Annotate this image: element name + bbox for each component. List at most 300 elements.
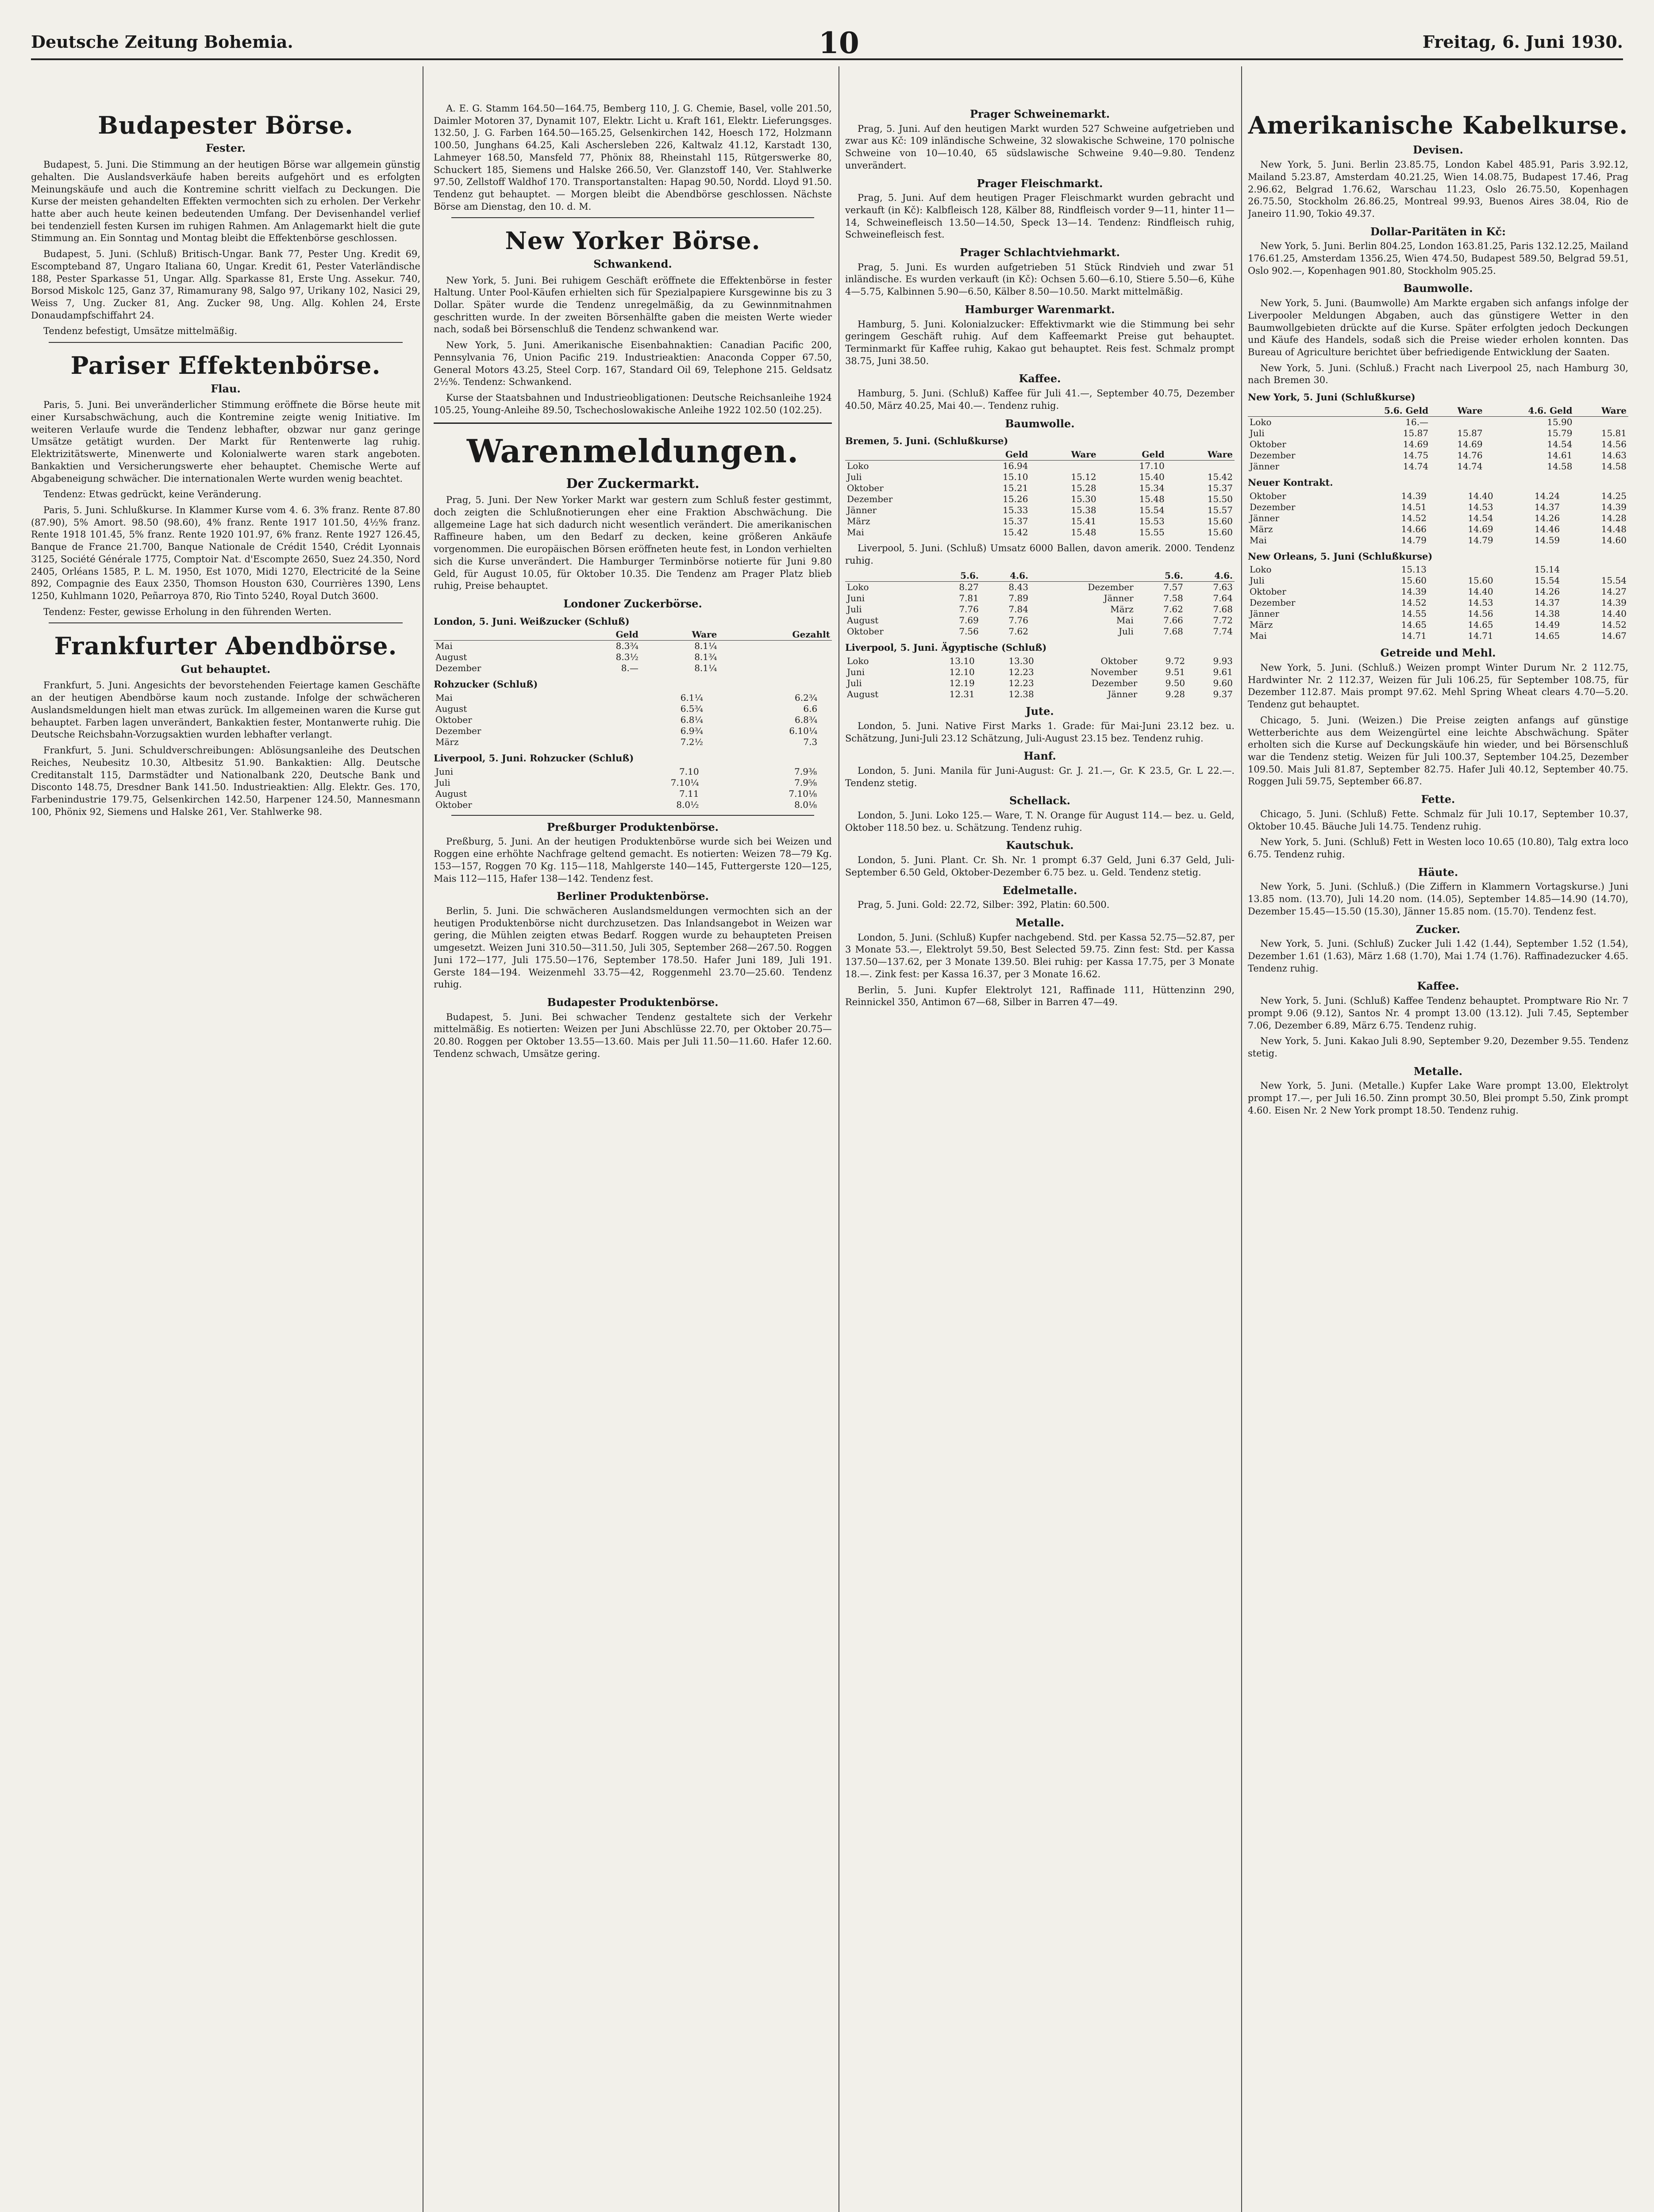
table-cell (819, 766, 832, 777)
table-cell: August (435, 652, 467, 663)
table-header-cell: Ware (1030, 449, 1098, 461)
table-cell: 7.63 (1213, 582, 1233, 593)
table-cell: Mai (1250, 534, 1267, 545)
table-cell: Jänner (1250, 461, 1280, 472)
subsection-title: Dollar-Paritäten in Kč: (1370, 225, 1506, 238)
table-cell: 15.14 (1535, 564, 1560, 575)
table-header-cell: Ware (1166, 449, 1235, 461)
table-cell: 7.72 (1213, 615, 1233, 626)
article-paragraph: London, 5. Juni. Plant. Cr. Sh. Nr. 1 prompt 6.37 Geld, Juni 6.37 Geld, Juli-September 6.50 Geld, Oktober-Dezember 6.75 bez. u. Geld. Tendenz stetig. (845, 855, 1235, 878)
table-cell: Dezember (1091, 678, 1138, 689)
table-cell: März (847, 515, 870, 526)
table-cell: 14.69 (1457, 438, 1483, 449)
table-cell: 8.— (621, 663, 639, 674)
table-header-cell: Ware (1574, 405, 1628, 417)
table-row (845, 656, 1235, 667)
table-cell: August (435, 703, 467, 714)
table-cell: Dezember (1250, 597, 1296, 608)
table-cell: Loko (847, 656, 869, 667)
table-cell: 15.60 (1401, 575, 1427, 586)
section-title: Budapester Börse. (98, 111, 354, 139)
table-cell: 14.40 (1601, 608, 1627, 619)
table-cell: 9.61 (1213, 667, 1233, 678)
table-cell: 15.28 (1071, 482, 1096, 493)
subsection-title: Preßburger Produktenbörse. (546, 820, 719, 833)
table-cell: Jänner (1104, 593, 1134, 604)
column-1 (31, 103, 420, 2212)
table-cell: Jänner (1108, 689, 1138, 700)
table-cell: 6.8¾ (795, 714, 818, 726)
table-cell: 14.76 (1457, 449, 1483, 461)
table-row (434, 788, 832, 799)
table-cell: 15.60 (1468, 575, 1493, 586)
newspaper-name: Deutsche Zeitung Bohemia. (31, 32, 293, 52)
table-cell: 15.79 (1547, 427, 1573, 438)
table-cell: 14.53 (1468, 597, 1493, 608)
table-row (434, 663, 832, 674)
article-paragraph: London, 5. Juni. Manila für Juni-August: Gr. J. 21.—, Gr. K 23.5, Gr. L 22.—. Tendenz stetig. (845, 765, 1235, 788)
table-cell: 14.25 (1601, 490, 1627, 501)
table-header-cell (1248, 405, 1340, 417)
table-cell: 14.40 (1468, 586, 1493, 597)
table-cell: 14.56 (1468, 608, 1493, 619)
table-header-row (845, 449, 1235, 461)
table-cell: 7.89 (1008, 593, 1028, 604)
table-row (845, 615, 1235, 626)
table-cell: 8.1¼ (694, 641, 717, 652)
section-title: Frankfurter Abendbörse. (54, 632, 397, 661)
table-cell (819, 777, 832, 788)
table-cell: 14.54 (1547, 438, 1573, 449)
table-cell (819, 799, 832, 810)
table-cell: Juli (847, 678, 862, 689)
section-title: Pariser Effektenbörse. (70, 351, 381, 380)
table-header-cell: 5.6. (1135, 570, 1185, 582)
table-cell: 9.93 (1213, 656, 1233, 667)
table-cell: 12.23 (1008, 678, 1034, 689)
column-2 (434, 103, 832, 2212)
table-cell: 7.11 (679, 788, 699, 799)
table-cell: August (847, 615, 879, 626)
table-body (845, 582, 1235, 637)
table-cell: 8.0⅛ (794, 799, 817, 810)
table-cell: 7.81 (959, 593, 979, 604)
table-cell: 7.74 (1213, 626, 1233, 637)
table-cell: 14.48 (1601, 523, 1627, 534)
table-row (1248, 575, 1628, 586)
table-header-cell: Geld (1098, 449, 1166, 461)
table-cell: 14.66 (1401, 523, 1427, 534)
table-cell: 14.58 (1601, 461, 1627, 472)
table-row (845, 516, 1235, 527)
table-cell: März (1250, 619, 1273, 630)
table-cell: August (847, 689, 879, 700)
table-cell: 8.3¾ (615, 641, 639, 652)
table-header-cell (434, 629, 569, 641)
table-cell: Juli (1119, 626, 1134, 637)
table-body (845, 656, 1235, 700)
article-paragraph: New York, 5. Juni. (Schluß.) Fracht nach Liverpool 25, nach Hamburg 30, nach Bremen 30. (1248, 362, 1628, 386)
table-row (434, 799, 832, 810)
table-row (845, 527, 1235, 538)
table-cell: 14.52 (1601, 619, 1627, 630)
table-cell (719, 641, 832, 652)
table-cell: 14.55 (1401, 608, 1427, 619)
article-paragraph: Berlin, 5. Juni. Kupfer Elektrolyt 121, Raffinade 111, Hüttenzinn 290, Reinnickel 350, Antimon 67—68, Silber in Barren 47—49. (845, 984, 1235, 1008)
table-cell: 6.9¾ (680, 726, 703, 737)
table-cell (1166, 460, 1235, 472)
table-body (434, 641, 832, 674)
table-cell (719, 652, 832, 663)
article-paragraph: Chicago, 5. Juni. (Weizen.) Die Preise zeigten anfangs auf günstige Wetterberichte aus dem Weizengürtel eine leichte Abschwächung. Später erholten sich die Kurse auf Deckungskäufe hin wieder, und bei Börsenschluß war die Tendenz stetig. Weizen für Juli 100.37, September 104.25, Dezember 109.50. Mais Juli 81.87, September 82.75. Hafer Juli 40.12, September 40.75. Roggen Juli 59.75, September 66.87. (1248, 714, 1628, 787)
table-cell: 7.10⅛ (789, 788, 817, 799)
table-cell: Mai (435, 641, 453, 652)
table-cell (1428, 564, 1495, 575)
table-cell: 14.52 (1401, 597, 1427, 608)
table-cell: 14.37 (1535, 597, 1560, 608)
section-title: Amerikanische Kabelkurse. (1248, 111, 1628, 139)
divider (49, 622, 403, 623)
table-cell: 7.58 (1163, 593, 1183, 604)
table-cell: Oktober (1250, 490, 1286, 501)
table-cell: 14.59 (1535, 534, 1560, 545)
article-paragraph: Liverpool, 5. Juni. (Schluß) Umsatz 6000 Ballen, davon amerik. 2000. Tendenz ruhig. (845, 542, 1235, 566)
table-cell: März (435, 737, 459, 748)
table-header-row (1248, 405, 1628, 417)
article-paragraph: Budapest, 5. Juni. Bei schwacher Tendenz gestaltete sich der Verkehr mittelmäßig. Es notierten: Weizen per Juni Abschlüsse 22.70, per Oktober 20.75—20.80. Roggen per Oktober 13.55—13.60. Mais per Juli 11.50—11.60. Hafer 12.60. Tendenz schwach, Umsätze gering. (434, 1011, 832, 1059)
table-row (845, 689, 1235, 700)
table-cell: Mai (1250, 630, 1267, 641)
section-title: Warenmeldungen. (466, 432, 799, 470)
table-cell: 14.65 (1535, 630, 1560, 641)
article-paragraph: Tendenz: Fester, gewisse Erholung in den führenden Werten. (43, 606, 332, 617)
table-cell: 14.58 (1547, 461, 1573, 472)
article-paragraph: London, 5. Juni. Native First Marks 1. Grade: für Mai-Juni 23.12 bez. u. Schätzung, Juni-Juli 23.12 Schätzung, Juli-August 23.15 bez. Tendenz ruhig. (845, 720, 1235, 744)
table-cell: 15.12 (1071, 471, 1096, 482)
table-cell: Mai (435, 692, 453, 703)
table-cell: 14.61 (1547, 449, 1573, 461)
table-cell: Jänner (1250, 608, 1280, 619)
table-caption: New Orleans, 5. Juni (Schlußkurse) (1248, 550, 1433, 562)
column-3 (845, 103, 1235, 2212)
article-paragraph: Prag, 5. Juni. Gold: 22.72, Silber: 392, Platin: 60.500. (858, 899, 1110, 910)
table-cell: Jänner (847, 504, 877, 515)
table-body (1248, 564, 1628, 641)
divider (49, 342, 403, 343)
table-cell (819, 726, 832, 737)
table-cell: 12.31 (949, 689, 975, 700)
table-header-cell: Gezahlt (719, 629, 832, 641)
article-paragraph: Frankfurt, 5. Juni. Schuldverschreibungen: Ablösungsanleihe des Deutschen Reiches, Neubesitz 10.30, Altbesitz 51.90. Bankaktien: Allg. Deutsche Creditanstalt 115, Darmstädter und Nationalbank 220, Deutsche Bank und Disconto 148.75, Dresdner Bank 141.50. Industrieaktien: Allg. Elektr. Ges. 170, Farbenindustrie 179.75, Gelsenkirchen 142.50, Harpener 124.50, Mannesmann 100, Phönix 92, Siemens und Halske 261, Ver. Stahlwerke 98. (31, 745, 420, 817)
table-cell: 7.68 (1163, 626, 1183, 637)
table-caption: Neuer Kontrakt. (1248, 476, 1333, 488)
table-row (845, 626, 1235, 637)
table-cell: 14.56 (1601, 438, 1627, 449)
table-cell: 15.54 (1139, 504, 1165, 515)
table-cell: 9.72 (1165, 656, 1185, 667)
divider (451, 217, 814, 218)
subsection-title: Budapester Produktenbörse. (547, 996, 719, 1009)
table-row (845, 483, 1235, 494)
table-row (845, 593, 1235, 604)
table-cell: Juni (847, 593, 865, 604)
table-cell: 8.27 (959, 582, 979, 593)
article-paragraph: Tendenz befestigt, Umsätze mittelmäßig. (43, 326, 238, 337)
table-body (434, 692, 832, 748)
table-row (845, 494, 1235, 505)
table-row (1248, 608, 1628, 619)
table-cell (1430, 416, 1485, 428)
table-row (845, 604, 1235, 615)
table-cell: 14.60 (1601, 534, 1627, 545)
subsection-title: Schellack. (1009, 794, 1071, 807)
table-cell: 14.27 (1601, 586, 1627, 597)
article-paragraph: New York, 5. Juni. (Baumwolle) Am Markte ergaben sich anfangs infolge der Liverpooler Meldungen Abgaben, auch das günstigere Wetter in den Baumwollgebieten drückte auf die Kurse. Später erfolgten jedoch Deckungen und Käufe des Handels, sodaß sich die Preise wieder erholen konnten. Das Bureau of Agriculture berichtet über befriedigende Entwicklung der Saaten. (1248, 298, 1628, 358)
table-cell: 15.42 (1207, 471, 1233, 482)
article-paragraph: Hamburg, 5. Juni. (Schluß) Kaffee für Juli 41.—, September 40.75, Dezember 40.50, März 40.25, Mai 40.—. Tendenz ruhig. (845, 388, 1235, 411)
subsection-title: Londoner Zuckerbörse. (563, 597, 702, 610)
table-cell: 14.67 (1601, 630, 1627, 641)
article-paragraph: Budapest, 5. Juni. Die Stimmung an der heutigen Börse war allgemein günstig gehalten. Die Auslandsverkäufe haben bereits aufgehört und es erfolgten Meinungskäufe und auch die Kontremine schritt vielfach zu Deckungen. Die Kurse der meisten gehandelten Effekten vermochten sich zu erholen. Der Verkehr hatte aber auch heute keinen bedeutenden Umfang. Der Devisenhandel verlief bei tendenziell festen Kursen im ruhigen Rahmen. Am Anlagemarkt hielt die gute Stimmung an. Ein Sonntag und Montag bleibt die Effektenbörse geschlossen. (31, 159, 420, 244)
table-header-cell (845, 449, 962, 461)
subsection-title: Hanf. (1023, 749, 1056, 763)
table-cell (819, 714, 832, 726)
table-cell: 14.53 (1468, 501, 1493, 512)
table-cell: 6.1¼ (680, 692, 703, 703)
table-cell: Dezember (847, 493, 893, 504)
table-cell: 7.3 (803, 737, 818, 748)
table-cell: Juli (1250, 427, 1265, 438)
article-paragraph: Hamburg, 5. Juni. Kolonialzucker: Effektivmarkt wie die Stimmung bei sehr geringem Geschäft ruhig. Auf dem Kaffeemarkt Preise gut behauptet. Terminmarkt für Kaffee ruhig, Kakao gut behauptet. Reis fest. Schmalz prompt 38.75, Juni 38.50. (845, 319, 1235, 366)
table-row (434, 714, 832, 726)
table-row (434, 641, 832, 652)
table-header-cell (845, 570, 931, 582)
table-cell: Oktober (435, 799, 472, 810)
table-cell: 14.75 (1403, 449, 1429, 461)
table-row (1248, 619, 1628, 630)
table-cell: 7.64 (1213, 593, 1233, 604)
table-cell: 15.57 (1207, 504, 1233, 515)
table-cell: 16.94 (1003, 460, 1028, 471)
table-caption: New York, 5. Juni (Schlußkurse) (1248, 392, 1416, 403)
article-paragraph: Preßburg, 5. Juni. An der heutigen Produktenbörse wurde sich bei Weizen und Roggen eine erhöhte Nachfrage geltend gemacht. Es notierten: Weizen 78—79 Kg. 153—157, Roggen 70 Kg. 115—118, Mahlgerste 140—145, Futtergerste 120—125, Mais 112—115, Hafer 138—142. Tendenz fest. (434, 836, 832, 884)
subsection-title: Prager Schlachtviehmarkt. (960, 246, 1120, 259)
table-row (434, 652, 832, 663)
subsection-title: Baumwolle. (1403, 282, 1473, 295)
new-orleans-table (1248, 564, 1628, 641)
table-body (845, 460, 1235, 538)
section-subtitle: Gut behauptet. (181, 662, 271, 676)
table-cell: 15.10 (1003, 471, 1028, 482)
table-cell: 15.41 (1071, 515, 1096, 526)
table-cell: 12.10 (949, 667, 975, 678)
subsection-title: Kaffee. (1417, 979, 1459, 993)
table-cell: 14.54 (1468, 512, 1493, 523)
table-cell: 8.43 (1008, 582, 1028, 593)
table-cell: Loko (1250, 564, 1272, 575)
table-row (1248, 564, 1628, 575)
subsection-title: Fette. (1421, 793, 1455, 806)
table-caption: Bremen, 5. Juni. (Schlußkurse) (845, 435, 1008, 447)
table-cell: 16.— (1405, 416, 1429, 427)
table-cell: Mai (1116, 615, 1134, 626)
table-cell: 15.48 (1071, 526, 1096, 538)
article-paragraph: Budapest, 5. Juni. (Schluß) Britisch-Ungar. Bank 77, Pester Ung. Kredit 69, Escompteband 87, Ungaro Italiana 60, Ungar. Kredit 61, Pester Vaterländische 188, Pester Sparkasse 51, Ungar. Allg. Sparkasse 81, Erste Ung. Assekur. 740, Borsod Miskolc 125, Ganz 37, Rimamurany 98, Salgo 97, Urikany 102, Nasici 29, Weiss 7, Ung. Zucker 81, Ang. Zucker 98, Ung. Allg. Kohlen 24, Erste Donaudampfschiffahrt 24. (31, 249, 420, 321)
table-row (845, 472, 1235, 483)
table-cell: 6.2¾ (795, 692, 818, 703)
table-row (1248, 416, 1628, 428)
table-cell: 14.52 (1401, 512, 1427, 523)
table-cell: 14.79 (1401, 534, 1427, 545)
table-cell: Oktober (847, 626, 884, 637)
table-row (1248, 513, 1628, 524)
table-cell: 14.69 (1403, 438, 1429, 449)
section-subtitle: Fester. (206, 142, 246, 155)
table-cell: Jänner (1250, 512, 1280, 523)
table-cell: 14.26 (1535, 512, 1560, 523)
table-cell: 15.38 (1071, 504, 1096, 515)
table-body (1248, 491, 1628, 546)
article-paragraph: New York, 5. Juni. Berlin 804.25, London 163.81.25, Paris 132.12.25, Mailand 176.61.25, Amsterdam 1356.25, Wien 474.50, Budapest 589.50, Belgrad 59.51, Oslo 902.—, Kopenhagen 901.80, Stockholm 905.25. (1248, 241, 1628, 276)
article-paragraph: New York, 5. Juni. Amerikanische Eisenbahnaktien: Canadian Pacific 200, Pennsylvania 76, Union Pacific 219. Industrieaktien: Anaconda Copper 67.50, General Motors 43.25, Steel Corp. 167, Standard Oil 69, Telephone 215. Geldsatz 2½%. Tendenz: Schwankend. (434, 340, 832, 388)
table-cell (819, 692, 832, 703)
table-cell: 7.68 (1213, 604, 1233, 615)
table-cell: Oktober (847, 482, 884, 493)
table-cell: 15.81 (1601, 427, 1627, 438)
table-cell: 15.40 (1139, 471, 1165, 482)
table-cell: 7.10¼ (670, 777, 699, 788)
article-paragraph: Prag, 5. Juni. Auf den heutigen Markt wurden 527 Schweine aufgetrieben und zwar aus Kč: 109 inländische Schweine, 32 slowakische Schweine, 170 polnische Schweine von 10—10.40, 65 südslawische Schweine 9.40—9.80. Tendenz unverändert. (845, 123, 1235, 171)
table-cell: Oktober (1100, 656, 1138, 667)
table-caption: Rohzucker (Schluß) (434, 679, 538, 690)
table-cell: 15.13 (1401, 564, 1427, 575)
table-cell: 14.71 (1401, 630, 1427, 641)
subsection-title: Häute. (1418, 865, 1458, 879)
table-cell: Juli (847, 471, 862, 482)
table-cell: 14.39 (1401, 490, 1427, 501)
table-row (1248, 535, 1628, 546)
table-cell: 7.84 (1008, 604, 1028, 615)
subsection-title: Devisen. (1413, 143, 1463, 157)
raw-sugar-table (434, 692, 832, 748)
article-paragraph: Frankfurt, 5. Juni. Angesichts der bevorstehenden Feiertage kamen Geschäfte an der heutigen Abendbörse kaum noch zustande. Infolge der schwächeren Auslandsmeldungen hielt man etwas zurück. Im allgemeinen waren die Kurse gut behauptet. Farben lagen unverändert, Bankaktien fester, Montanwerte ruhig. Die Deutsche Reichsbahn-Vorzugsaktien wurden lebhafter verlangt. (31, 680, 420, 740)
new-contract-table (1248, 491, 1628, 546)
article-paragraph: London, 5. Juni. (Schluß) Kupfer nachgebend. Std. per Kassa 52.75—52.87, per 3 Monate 53.—, Elektrolyt 59.50, Best Selected 59.75. Zinn fest: Std. per Kassa 137.50—137.62, per 3 Monate 139.50. Blei ruhig: per Kassa 17.75, per 3 Monate 18.—. Zink fest: per Kassa 16.37, per 3 Monate 16.62. (845, 932, 1235, 979)
article-paragraph: New York, 5. Juni. (Schluß.) Weizen prompt Winter Durum Nr. 2 112.75, Hardwinter Nr. 2 112.37, Weizen für Juli 106.25, für September 108.75, für Dezember 112.87. Mais prompt 97.62. Mehl Spring Wheat clears 4.70—5.20. Tendenz gut behauptet. (1248, 662, 1628, 710)
table-cell: Dezember (1250, 449, 1296, 461)
table-cell: 7.56 (959, 626, 979, 637)
table-cell: März (1110, 604, 1134, 615)
table-cell: 14.40 (1468, 490, 1493, 501)
table-cell (819, 703, 832, 714)
table-cell: 12.38 (1008, 689, 1034, 700)
table-header-row (845, 570, 1235, 582)
table-row (1248, 461, 1628, 472)
table-header-cell (1030, 570, 1135, 582)
table-cell: Juli (847, 604, 862, 615)
liverpool-cotton-table (845, 570, 1235, 637)
table-cell: Dezember (435, 663, 481, 674)
table-cell: 14.28 (1601, 512, 1627, 523)
section-subtitle: Flau. (211, 382, 241, 395)
table-cell: Loko (847, 460, 869, 471)
table-cell: 15.33 (1003, 504, 1028, 515)
article-paragraph: New York, 5. Juni. (Schluß) Fett in Westen loco 10.65 (10.80), Talg extra loco 6.75. Tendenz ruhig. (1248, 837, 1628, 860)
article-paragraph: New York, 5. Juni. (Schluß) Zucker Juli 1.42 (1.44), September 1.52 (1.54), Dezember 1.61 (1.63), März 1.68 (1.70), Mai 1.74 (1.76). Raffinadezucker 4.65. Tendenz ruhig. (1248, 938, 1628, 974)
table-row (434, 777, 832, 788)
article-paragraph: Paris, 5. Juni. Bei unveränderlicher Stimmung eröffnete die Börse heute mit einer Kursabschwächung, auch die Kontremine zeigte wenig Initiative. Im weiteren Verlaufe wurde die Tendenz lebhafter, obzwar nur ganz geringe Umsätze getätigt wurden. Der Markt für Rentenwerte lag ruhig. Elektrizitätswerte, Minenwerte und Kolonialwerte waren stark angeboten. Bankaktien und Versicherungswerte eher behauptet. Chemische Werte auf Abgabeneigung schwächer. Die internationalen Werte wurden wenig beachtet. (31, 399, 420, 484)
table-cell: 12.23 (1008, 667, 1034, 678)
table-cell: 15.87 (1457, 427, 1483, 438)
table-cell: 15.87 (1403, 427, 1429, 438)
table-cell: 15.48 (1139, 493, 1165, 504)
table-row (434, 766, 832, 777)
table-row (1248, 491, 1628, 502)
table-cell: 14.39 (1401, 586, 1427, 597)
table-cell: Mai (847, 526, 864, 538)
table-row (845, 678, 1235, 689)
london-sugar-table (434, 629, 832, 674)
issue-date: Freitag, 6. Juni 1930. (1423, 32, 1623, 52)
table-cell: 15.90 (1547, 416, 1573, 427)
article-paragraph: A. E. G. Stamm 164.50—164.75, Bemberg 110, J. G. Chemie, Basel, volle 201.50, Daimler Motoren 37, Dynamit 107, Elektr. Licht u. Kraft 161, Elektr. Lieferungsges. 132.50, J. G. Farben 164.50—165.25, Gelsenkirchen 142, Hoesch 172, Holzmann 100.50, Junghans 64.25, Kali Aschersleben 226, Kaltwalz 41.12, Karstadt 130, Lahmeyer 168.50, Mansfeld 77, Phönix 88, Rheinstahl 115, Rütgerswerke 80, Schuckert 185, Siemens und Halske 266.50, Ver. Glanzstoff 140, Ver. Stahlwerke 97.50, Zellstoff Waldhof 170. Transportanstalten: Hapag 90.50, Nordd. Lloyd 91.50. Tendenz gut behauptet. — Morgen bleibt die Abendbörse geschlossen. Nächste Börse am Dienstag, den 10. d. M. (434, 103, 832, 212)
table-row (845, 460, 1235, 472)
table-cell: 15.30 (1071, 493, 1096, 504)
table-header-cell: Ware (640, 629, 719, 641)
table-cell: 6.6 (803, 703, 818, 714)
table-cell: 13.10 (949, 656, 975, 667)
table-cell: 9.50 (1165, 678, 1185, 689)
table-row (434, 737, 832, 748)
divider (434, 422, 832, 424)
table-cell: Loko (1250, 416, 1272, 427)
table-row (1248, 597, 1628, 608)
article-paragraph: New York, 5. Juni. Bei ruhigem Geschäft eröffnete die Effektenbörse in fester Haltung. Unter Pool-Käufen erhielten sich für Spezialpapiere Kursgewinne bis zu 3 Dollar. Später wurde die Tendenz unregelmäßig, da zu Gewinnmitnahmen geschritten wurde. In der zweiten Börsenhälfte gaben die meisten Werte wieder nach, sodaß bei Börsenschluß die Tendenz schwankend war. (434, 275, 832, 335)
table-header-row (434, 629, 832, 641)
table-cell: Juli (1250, 575, 1265, 586)
table-header-cell: Geld (569, 629, 640, 641)
table-cell: Oktober (1250, 586, 1286, 597)
table-header-cell: Ware (1430, 405, 1485, 417)
subsection-title: Der Zuckermarkt. (566, 476, 700, 492)
table-cell: 14.69 (1468, 523, 1493, 534)
table-header-cell: 4.6. Geld (1485, 405, 1574, 417)
table-cell: 7.9⅝ (794, 777, 817, 788)
article-paragraph: Prag, 5. Juni. Der New Yorker Markt war gestern zum Schluß fester gestimmt, doch zeigten die Schlußnotierungen eher eine Fraktion Abschwächung. Die allgemeine Lage hat sich dadurch nicht wesentlich verändert. Die amerikanischen Raffineure haben, um den Bedarf zu decken, keine größeren Ankäufe vorgenommen. Die europäischen Börsen eröffneten heute fest, in London verhielten sich die Kurse unverändert. Die Hamburger Terminbörse notierte für Juni 9.80 Geld, für August 10.05, für Oktober 10.35. Die Tendenz am Prager Platz blieb ruhig, Preise behauptet. (434, 495, 832, 591)
table-cell: 15.26 (1003, 493, 1028, 504)
table-cell: 7.76 (959, 604, 979, 615)
table-header-cell: 5.6. (931, 570, 981, 582)
table-cell: 8.1¼ (694, 663, 717, 674)
article-paragraph: Prag, 5. Juni. Es wurden aufgetrieben 51 Stück Rindvieh und zwar 51 inländische. Es wurden verkauft (in Kč): Ochsen 5.60—6.10, Stiere 5.50—6, Kühe 4—5.75, Kalbinnen 5.90—6.50, Kälber 8.50—10.50. Markt mittelmäßig. (845, 261, 1235, 297)
article-paragraph: New York, 5. Juni. (Schluß.) (Die Ziffern in Klammern Vortagskurse.) Juni 13.85 nom. (13.70), Juli 14.20 nom. (14.05), September 14.85—14.90 (14.70), Dezember 15.45—15.50 (15.30), Jänner 15.85 nom. (15.70). Tendenz fest. (1248, 881, 1628, 917)
table-cell: 15.53 (1139, 515, 1165, 526)
table-cell: 7.76 (1008, 615, 1028, 626)
table-cell (719, 663, 832, 674)
table-row (434, 692, 832, 703)
table-cell: 14.74 (1457, 461, 1483, 472)
table-cell: 8.1¾ (694, 652, 717, 663)
table-cell: November (1090, 667, 1138, 678)
table-cell: 7.62 (1163, 604, 1183, 615)
article-paragraph: New York, 5. Juni. (Schluß) Kaffee Tendenz behauptet. Promptware Rio Nr. 7 prompt 9.06 (9.12), Santos Nr. 4 prompt 13.00 (13.12). Juli 7.45, September 7.06, Dezember 6.89, März 6.75. Tendenz ruhig. (1248, 995, 1628, 1031)
table-header-cell: Geld (962, 449, 1030, 461)
table-cell: 15.37 (1003, 515, 1028, 526)
table-cell: 15.55 (1139, 526, 1165, 538)
subsection-title: Getreide und Mehl. (1380, 646, 1496, 660)
table-cell: 14.46 (1535, 523, 1560, 534)
section-title: New Yorker Börse. (505, 227, 761, 255)
